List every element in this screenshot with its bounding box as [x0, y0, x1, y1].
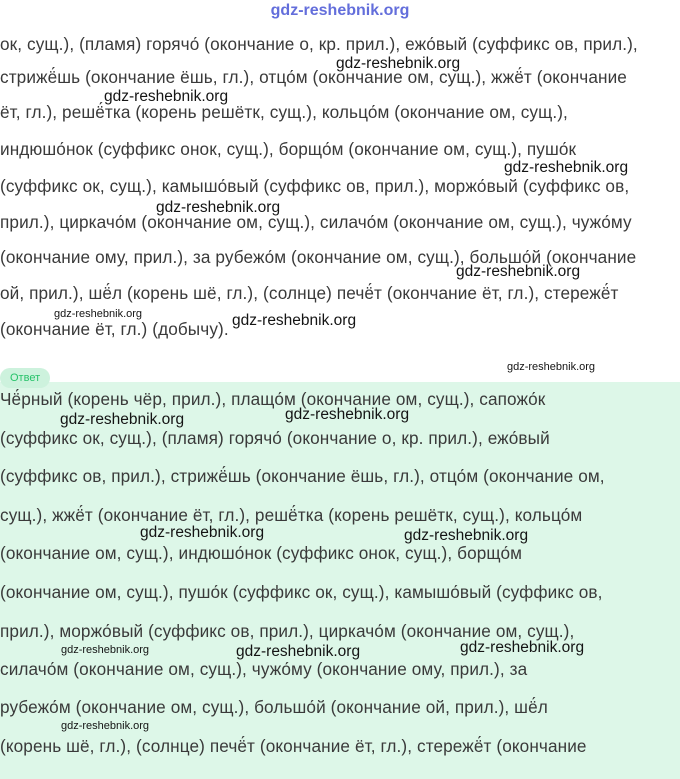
watermark: gdz-reshebnik.org — [404, 527, 529, 544]
paragraph-2-line: (суффикс ок, сущ.), (пламя) горячо́ (окончание о, кр. прил.), ежо́вый — [0, 428, 550, 448]
paragraph-1-line: ёт, гл.), решё́тка (корень решётк, сущ.), кольцо́м (окончание ом, сущ.), — [0, 102, 568, 122]
watermark: gdz-reshebnik.org — [156, 199, 281, 216]
watermark: gdz-reshebnik.org — [232, 312, 357, 329]
paragraph-1-line: (окончание ёт, гл.) (добычу). — [0, 319, 229, 339]
paragraph-1-line: стрижё́шь (окончание ёшь, гл.), отцо́м (окончание ом, сущ.), жжё́т (окончание — [0, 67, 627, 87]
watermark: gdz-reshebnik.org — [504, 159, 629, 176]
watermark: gdz-reshebnik.org — [507, 361, 596, 373]
paragraph-1-line: ой, прил.), шё́л (корень шё, гл.), (солнце) печё́т (окончание ёт, гл.), стережё́т — [0, 283, 619, 303]
watermark: gdz-reshebnik.org — [104, 88, 229, 105]
watermark: gdz-reshebnik.org — [460, 639, 585, 656]
paragraph-1-line: (окончание ому, прил.), за рубежо́м (окончание ом, сущ.), большо́й (окончание — [0, 247, 637, 267]
paragraph-2-line: (суффикс ов, прил.), стрижё́шь (окончание ёшь, гл.), отцо́м (окончание ом, — [0, 466, 605, 486]
paragraph-1-line: (суффикс ок, сущ.), камышо́вый (суффикс ов, прил.), моржо́вый (суффикс ов, — [0, 176, 630, 196]
watermark: gdz-reshebnik.org — [54, 308, 143, 320]
paragraph-1-line: индюшо́нок (суффикс онок, сущ.), борщо́м (окончание ом, сущ.), пушо́к — [0, 139, 577, 159]
watermark: gdz-reshebnik.org — [61, 644, 150, 656]
paragraph-2-line: силачо́м (окончание ом, сущ.), чужо́му (окончание ому, прил.), за — [0, 659, 528, 679]
paragraph-2-line: прил.), моржо́вый (суффикс ов, прил.), циркачо́м (окончание ом, сущ.), — [0, 621, 575, 641]
watermark: gdz-reshebnik.org — [285, 406, 410, 423]
paragraph-2-line: (корень шё, гл.), (солнце) печё́т (окончание ёт, гл.), стережё́т (окончание — [0, 736, 587, 756]
watermark: gdz-reshebnik.org — [60, 411, 185, 428]
watermark: gdz-reshebnik.org — [456, 263, 581, 280]
watermark: gdz-reshebnik.org — [61, 720, 150, 732]
watermark: gdz-reshebnik.org — [140, 524, 265, 541]
answer-badge: Ответ — [0, 368, 50, 388]
paragraph-1-line: ок, сущ.), (пламя) горячо́ (окончание о, кр. прил.), ежо́вый (суффикс ов, прил.), — [0, 34, 638, 54]
watermark: gdz-reshebnik.org — [336, 55, 461, 72]
paragraph-2-line: (окончание ом, сущ.), пушо́к (суффикс ок, сущ.), камышо́вый (суффикс ов, — [0, 582, 603, 602]
paragraph-2-line: рубежо́м (окончание ом, сущ.), большо́й (окончание ой, прил.), шё́л — [0, 697, 548, 717]
watermark: gdz-reshebnik.org — [236, 643, 361, 660]
paragraph-2-line: (окончание ом, сущ.), индюшо́нок (суффикс онок, сущ.), борщо́м — [0, 543, 523, 563]
paragraph-2-line: сущ.), жжё́т (окончание ёт, гл.), решё́тка (корень решётк, сущ.), кольцо́м — [0, 505, 583, 525]
paragraph-2-line: Чё́рный (корень чёр, прил.), плащо́м (окончание ом, сущ.), сапожо́к — [0, 389, 546, 409]
paragraph-1-line: прил.), циркачо́м (окончание ом, сущ.), силачо́м (окончание ом, сущ.), чужо́му — [0, 212, 632, 232]
top-watermark: gdz-reshebnik.org — [270, 2, 410, 19]
